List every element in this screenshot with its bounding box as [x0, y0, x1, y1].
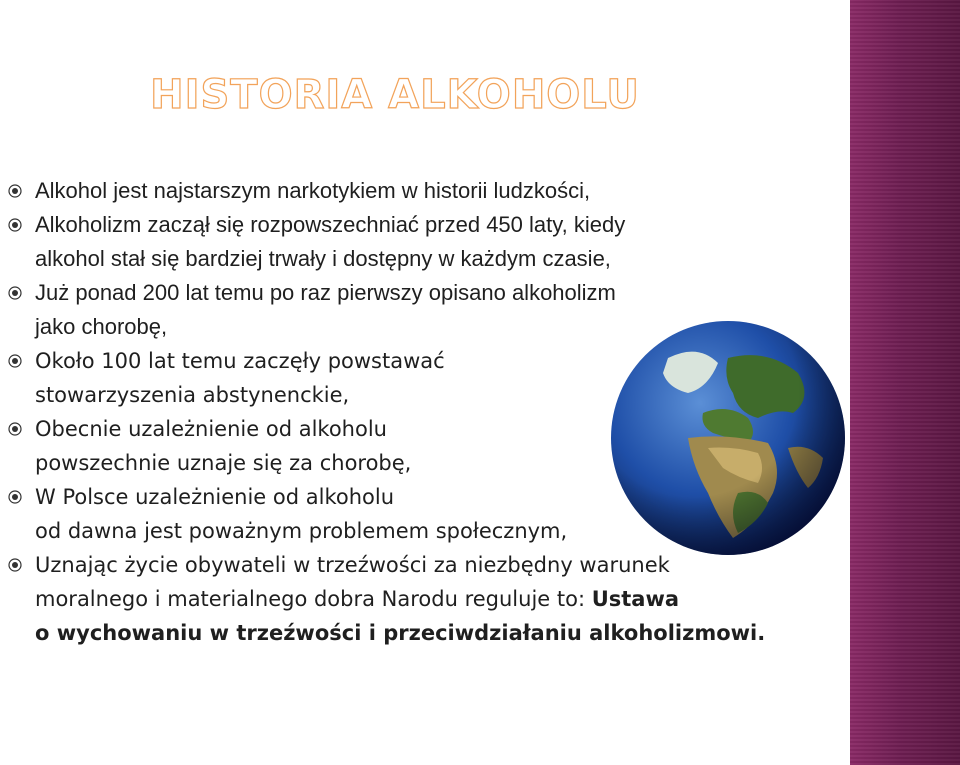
decorative-side-bar	[850, 0, 960, 765]
target-bullet-icon	[8, 558, 22, 572]
bullet-text-continued: alkohol stał się bardziej trwały i dostępny w każdym czasie,	[35, 246, 611, 271]
bullet-item-2	[8, 208, 838, 276]
bullet-text: Uznając życie obywateli w trzeźwości za niezbędny warunek	[35, 553, 670, 577]
bullet-text-continued: jako chorobę,	[35, 314, 168, 339]
target-bullet-icon	[8, 218, 22, 232]
target-bullet-icon	[8, 286, 22, 300]
bullet-text-continued: od dawna jest poważnym problemem społecznym,	[35, 519, 568, 543]
globe-image	[608, 318, 848, 558]
bullet-text-continued: moralnego i materialnego dobra Narodu reguluje to:	[35, 587, 592, 611]
bullet-text: W Polsce uzależnienie od alkoholu	[35, 485, 395, 509]
bullet-text-continued: powszechnie uznaje się za chorobę,	[35, 451, 412, 475]
bullet-text: Alkohol jest najstarszym narkotykiem w historii ludzkości,	[35, 178, 591, 203]
bullet-text: Obecnie uzależnienie od alkoholu	[35, 417, 387, 441]
bullet-text: Już ponad 200 lat temu po raz pierwszy opisano alkoholizm	[35, 280, 616, 305]
bullet-item-1	[8, 174, 838, 208]
bullet-item-7	[8, 548, 838, 650]
target-bullet-icon	[8, 490, 22, 504]
bullet-text-continued: stowarzyszenia abstynenckie,	[35, 383, 350, 407]
bullet-text: Alkoholizm zaczął się rozpowszechniać przed 450 laty, kiedy	[35, 212, 626, 237]
law-name-bold: Ustawa	[591, 587, 680, 611]
target-bullet-icon	[8, 354, 22, 368]
target-bullet-icon	[8, 422, 22, 436]
law-name-bold-continued: o wychowaniu w trzeźwości i przeciwdziałaniu alkoholizmowi.	[35, 621, 766, 645]
side-bar-texture	[850, 0, 960, 765]
bullet-text: Około 100 lat temu zaczęły powstawać	[35, 349, 445, 373]
slide-title: HISTORIA ALKOHOLU	[150, 72, 640, 118]
target-bullet-icon	[8, 184, 22, 198]
